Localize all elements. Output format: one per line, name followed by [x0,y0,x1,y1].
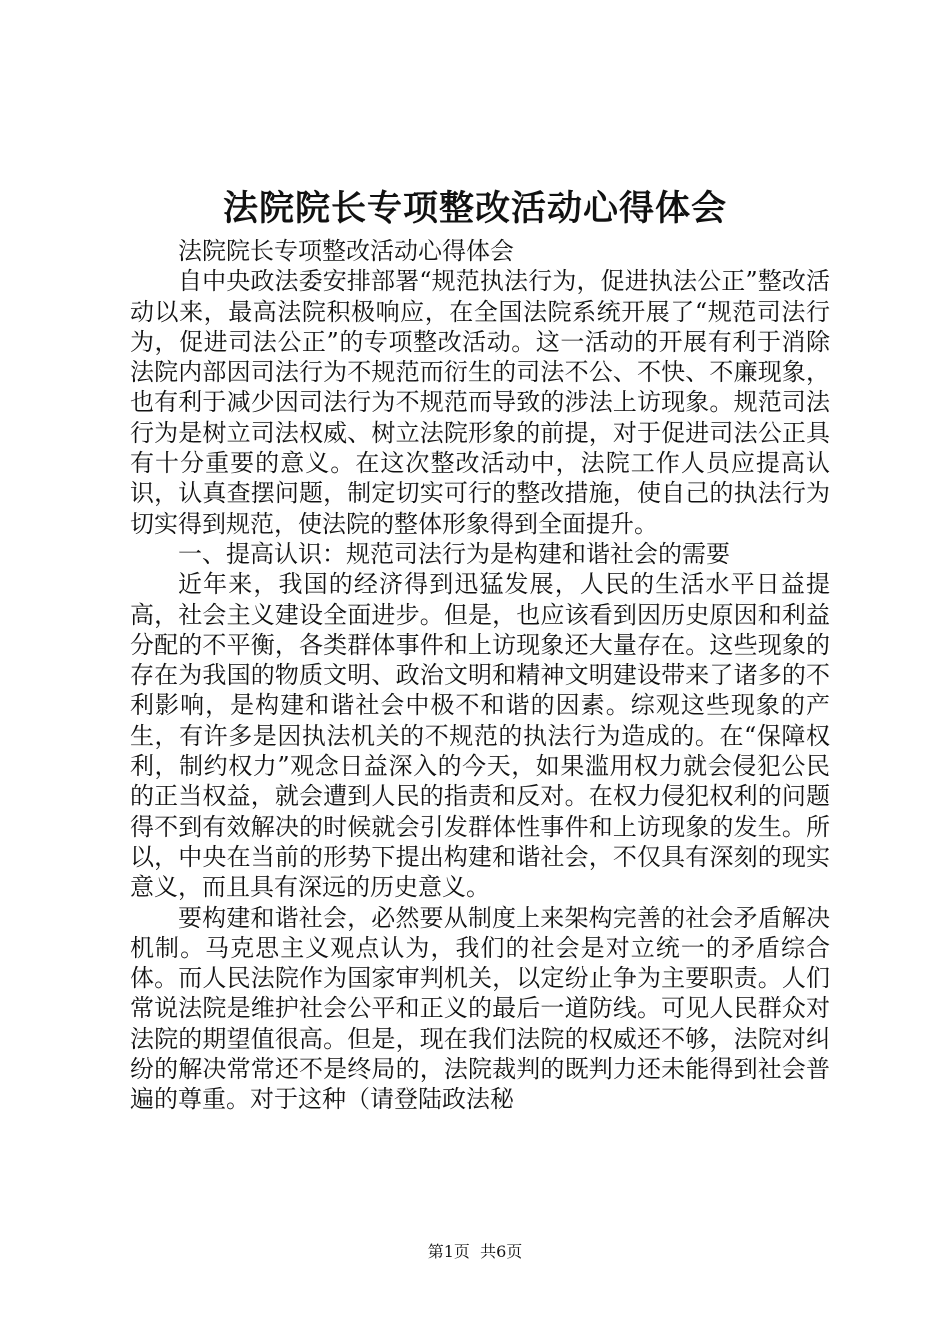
intro-paragraph: 自中央政法委安排部署“规范执法行为，促进执法公正”整改活动以来，最高法院积极响应，在全国法院系统开展了“规范司法行为，促进司法公正”的专项整改活动。这一活动的开展有利于消除法院内部因司法行为不规范而衍生的司法不公、不快、不廉现象，也有利于减少因司法行为不规范而导致的涉法上访现象。规范司法行为是树立司法权威、树立法院形象的前提，对于促进司法公正具有十分重要的意义。在这次整改活动中，法院工作人员应提高认识，认真查摆问题，制定切实可行的整改措施，使自己的执法行为切实得到规范，使法院的整体形象得到全面提升。 [130,267,830,538]
section-heading: 一、提高认识：规范司法行为是构建和谐社会的需要 [178,539,730,568]
document-body [130,236,830,1115]
page-number: 第1页 [427,1242,470,1261]
subtitle-paragraph: 法院院长专项整改活动心得体会 [178,237,514,265]
page-total: 共6页 [480,1242,523,1261]
body-paragraph: 要构建和谐社会，必然要从制度上来架构完善的社会矛盾解决机制。马克思主义观点认为，我们的社会是对立统一的矛盾综合体。而人民法院作为国家审判机关，以定纷止争为主要职责。人们常说法院是维护社会公平和正义的最后一道防线。可见人民群众对法院的期望值很高。但是，现在我们法院的权威还不够，法院对纠纷的解决常常还不是终局的，法院裁判的既判力还未能得到社会普遍的尊重。对于这种（请登陆政法秘 [130,903,830,1114]
body-paragraph: 近年来，我国的经济得到迅猛发展，人民的生活水平日益提高，社会主义建设全面进步。但是，也应该看到因历史原因和利益分配的不平衡，各类群体事件和上访现象还大量存在。这些现象的存在为我国的物质文明、政治文明和精神文明建设带来了诸多的不利影响，是构建和谐社会中极不和谐的因素。综观这些现象的产生，有许多是因执法机关的不规范的执法行为造成的。在“保障权利，制约权力”观念日益深入的今天，如果滥用权力就会侵犯公民的正当权益，就会遭到人民的指责和反对。在权力侵犯权利的问题得不到有效解决的时候就会引发群体性事件和上访现象的发生。所以，中央在当前的形势下提出构建和谐社会，不仅具有深刻的现实意义，而且具有深远的历史意义。 [130,570,830,902]
document-title: 法院院长专项整改活动心得体会 [222,189,727,229]
page-footer [0,1242,950,1262]
